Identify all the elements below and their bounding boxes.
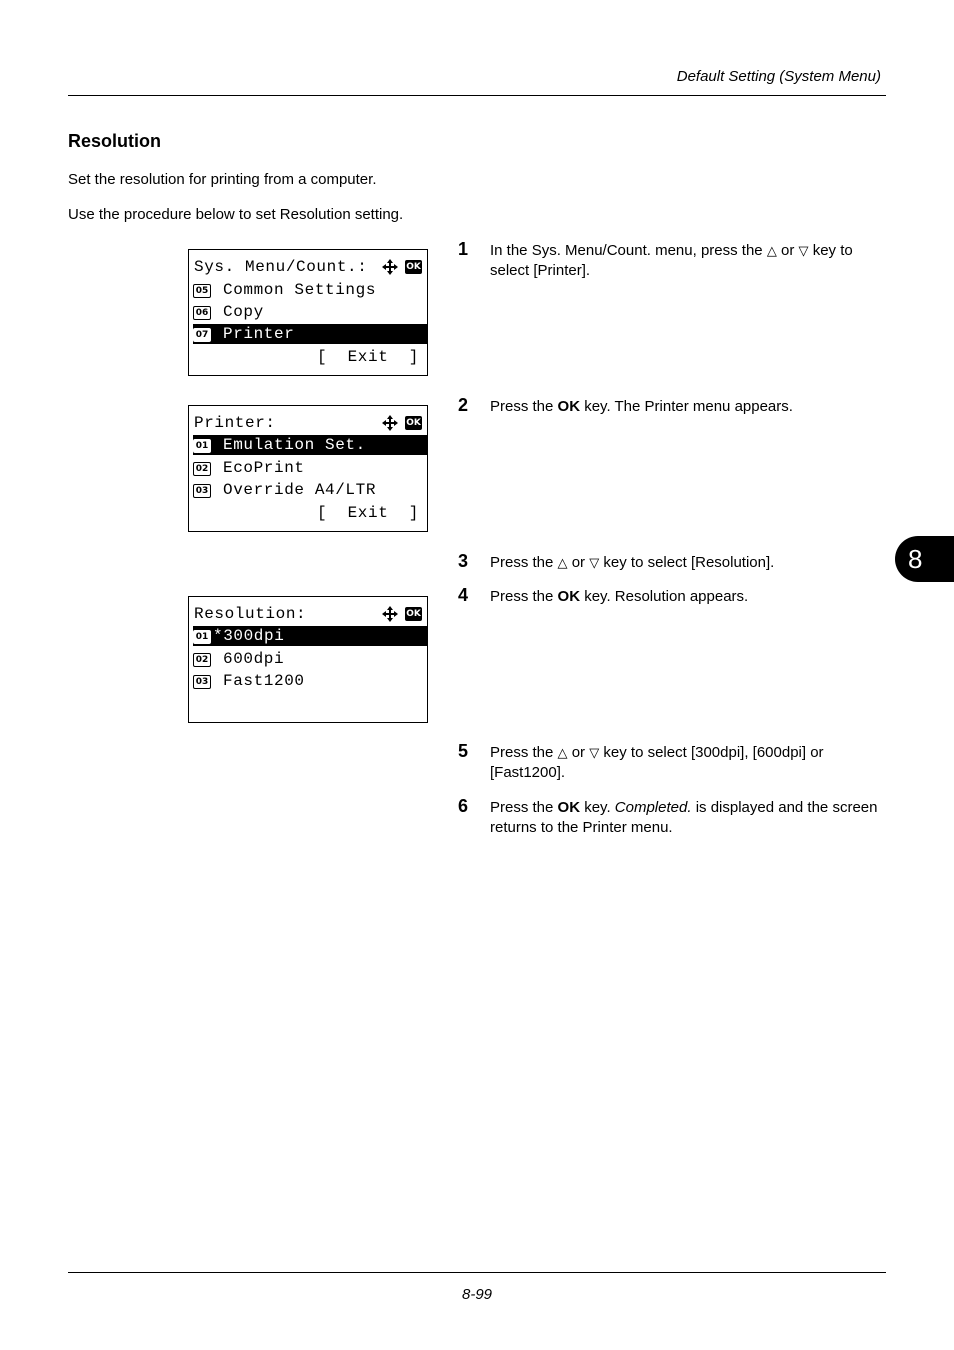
- step-text: Press the OK key. Completed. is displayed and the screen returns to the Printer menu.: [490, 799, 878, 836]
- item-number-badge: 01: [193, 630, 211, 644]
- step-number: 2: [458, 395, 469, 415]
- footer-rule: [68, 1272, 886, 1273]
- ok-key-icon: OK: [406, 418, 421, 428]
- four-way-arrow-icon: [381, 414, 399, 432]
- lcd-title: Printer:: [194, 414, 276, 432]
- lcd-sysmenu-screen: [188, 249, 428, 376]
- step-text: Press the OK key. The Printer menu appears.: [490, 398, 793, 415]
- step-number: 5: [458, 741, 469, 761]
- four-way-arrow-icon: [381, 605, 399, 623]
- section-title: Resolution: [68, 131, 161, 151]
- down-key-icon: ▽: [589, 555, 600, 570]
- running-header: Default Setting (System Menu): [676, 68, 881, 85]
- lcd-menu-item-selected: 01 Emulation Set.: [193, 435, 427, 455]
- step-number: 1: [458, 239, 469, 259]
- item-number-badge: 03: [193, 484, 211, 498]
- lcd-menu-item-selected: 01 *300dpi: [193, 626, 427, 646]
- lcd-exit-softkey: [ Exit ]: [316, 348, 419, 366]
- ok-key-icon: OK: [406, 609, 421, 619]
- step-number: 4: [458, 585, 469, 605]
- down-key-icon: ▽: [798, 243, 809, 258]
- lcd-printer-screen: [188, 405, 428, 532]
- item-number-badge: 03: [193, 675, 211, 689]
- lcd-menu-item: 02 EcoPrint: [193, 458, 427, 478]
- lcd-menu-item-selected: 07 Printer: [193, 324, 427, 344]
- lcd-exit-softkey: [ Exit ]: [316, 504, 419, 522]
- lcd-menu-item: 03 Override A4/LTR: [193, 480, 427, 500]
- step-text: Press the OK key. Resolution appears.: [490, 588, 749, 605]
- lcd-menu-item: 06 Copy: [193, 302, 427, 322]
- up-key-icon: △: [557, 555, 568, 570]
- item-number-badge: 02: [193, 462, 211, 476]
- procedure-text: Use the procedure below to set Resolution setting.: [68, 206, 404, 223]
- lcd-title: Resolution:: [194, 605, 307, 623]
- lcd-title: Sys. Menu/Count.:: [194, 258, 368, 276]
- down-key-icon: ▽: [589, 745, 600, 760]
- item-number-badge: 01: [193, 439, 211, 453]
- lcd-resolution-screen: [188, 596, 428, 723]
- four-way-arrow-icon: [381, 258, 399, 276]
- item-number-badge: 05: [193, 284, 211, 298]
- header-rule: [68, 95, 886, 96]
- item-number-badge: 07: [193, 328, 211, 342]
- item-number-badge: 06: [193, 306, 211, 320]
- lcd-menu-item: 05 Common Settings: [193, 280, 427, 300]
- step-text: Press the △ or ▽ key to select [300dpi], [600dpi] or [Fast1200].: [490, 744, 824, 781]
- up-key-icon: △: [766, 243, 777, 258]
- step-number: 6: [458, 796, 469, 816]
- ok-key-icon: OK: [406, 262, 421, 272]
- up-key-icon: △: [557, 745, 568, 760]
- chapter-tab: 8: [895, 536, 954, 582]
- item-number-badge: 02: [193, 653, 211, 667]
- lcd-menu-item: 02 600dpi: [193, 649, 427, 669]
- page-number: 8-99: [461, 1286, 493, 1303]
- step-number: 3: [458, 551, 469, 571]
- intro-text: Set the resolution for printing from a computer.: [68, 171, 377, 188]
- step-text: In the Sys. Menu/Count. menu, press the △ or ▽ key to select [Printer].: [490, 242, 853, 279]
- step-text: Press the △ or ▽ key to select [Resolution].: [490, 554, 775, 571]
- lcd-menu-item: 03 Fast1200: [193, 671, 427, 691]
